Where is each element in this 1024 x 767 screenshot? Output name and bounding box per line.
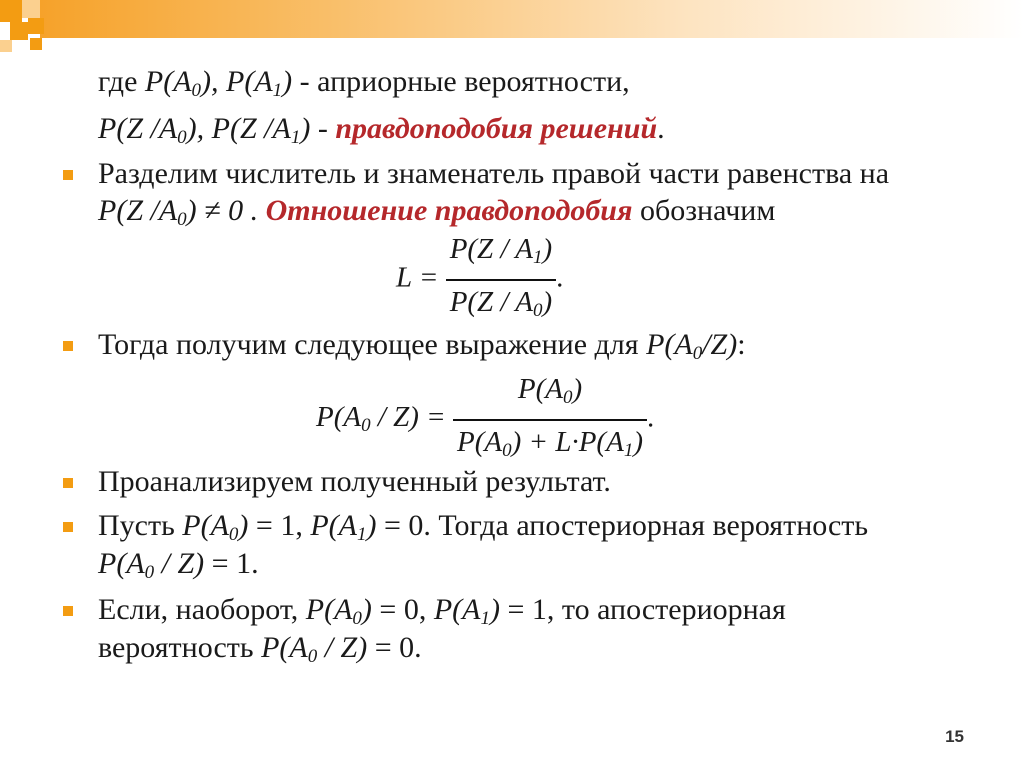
text-line-case-two-result: вероятность $P(A_0 / Z) = 0$. xyxy=(98,631,422,667)
bullet-marker xyxy=(63,522,73,532)
decor-square xyxy=(0,40,12,52)
decor-square xyxy=(30,38,42,50)
highlight-term: Отношение правдоподобия xyxy=(265,194,633,227)
text-line-case-one-result: $P(A_0 / Z) = 1$. xyxy=(98,547,259,583)
text-line-divide: Разделим числитель и знаменатель правой части равенства на xyxy=(98,157,890,190)
bullet-marker xyxy=(63,606,73,616)
bullet-marker xyxy=(63,478,73,488)
bullet-marker xyxy=(63,170,73,180)
text-line-analyze: Проанализируем полученный результат. xyxy=(98,465,611,498)
decor-square xyxy=(10,22,28,40)
page-number: 15 xyxy=(945,727,964,746)
text-line-priors: где $P(A_0)$, $P(A_1)$ - априорные вероятности, xyxy=(98,65,630,101)
bullet-marker xyxy=(63,341,73,351)
equation-likelihood-ratio: L = $\frac{P(Z / A_1)}{P(Z / A_0)}$ . xyxy=(396,233,564,321)
text-line-case-one: Пусть $P(A_0) = 1$, $P(A_1) = 0$. Тогда апостериорная вероятность xyxy=(98,509,869,545)
text-line-expression: Тогда получим следующее выражение для $P(A_0/Z)$: xyxy=(98,328,746,364)
text-line-case-two: Если, наоборот, $P(A_0) = 0$, $P(A_1) = 1$, то апостериорная xyxy=(98,593,786,629)
text-line-likelihoods: P(Z $/A_0$), P(Z $/A_1$) - правдоподобия решений. xyxy=(98,112,665,148)
decor-square xyxy=(22,0,40,18)
highlight-term: правдоподобия решений xyxy=(335,112,658,145)
decor-square xyxy=(28,18,44,34)
text-line-ratio: P(Z $/A_0) \ne 0$ . Отношение правдоподобия обозначим xyxy=(98,194,776,230)
equation-posterior: $P(A_0 / Z)$ = $\frac{P(A_0)}{P(A_0) + L\cdot P(A_1)}$ . xyxy=(316,373,655,461)
decor-square xyxy=(0,0,22,22)
header-gradient-bar xyxy=(40,0,1024,38)
